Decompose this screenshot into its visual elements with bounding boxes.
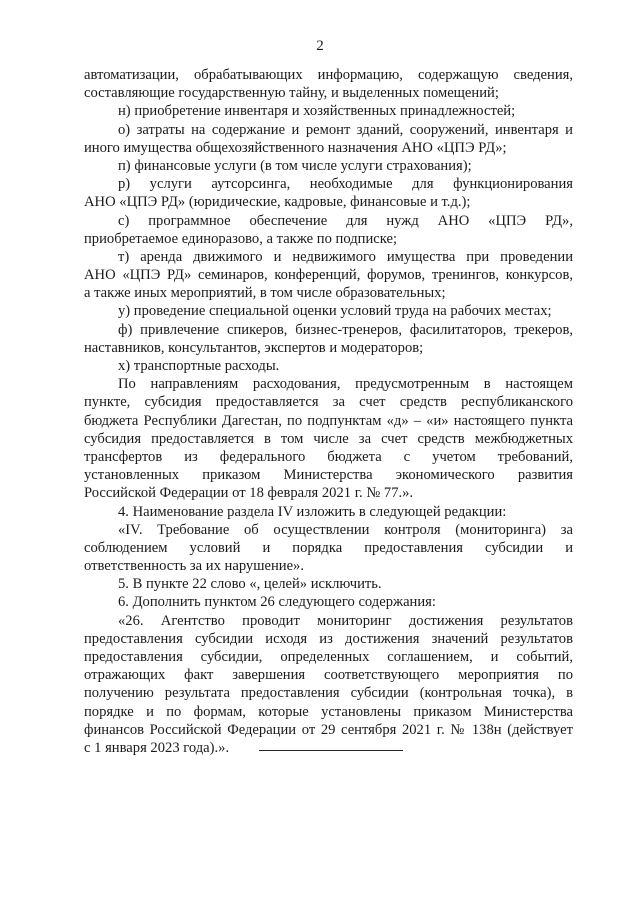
text-line: порядке и по формам, которые установлены приказом Министерства [84,703,573,720]
text-line: н) приобретение инвентаря и хозяйственных принадлежностей; [118,103,516,120]
text-line: 6. Дополнить пунктом 26 следующего содержания: [118,594,436,611]
text-line: предоставления субсидии исходя из достижения значений результатов [84,630,573,647]
text-line: трансфертов из федерального бюджета с учетом требований, [84,448,573,465]
page-number: 2 [316,38,324,54]
text-line: составляющие государственную тайну, и выделенных помещений; [84,85,499,102]
text-line: приобретаемое единоразово, а также по подписке; [84,230,398,247]
text-line: 5. В пункте 22 слово «, целей» исключить. [118,576,382,593]
text-line: бюджета Республики Дагестан, по подпунктам «д» – «и» настоящего пункта [84,412,573,429]
text-line: о) затраты на содержание и ремонт зданий, сооружений, инвентаря и [118,121,573,138]
text-line: с 1 января 2023 года).». [84,739,230,756]
text-line: отражающих факт завершения соответствующего мероприятия по [84,667,573,684]
text-line: соблюдением условий и порядка предоставления субсидии и [84,539,573,556]
text-line: п) финансовые услуги (в том числе услуги страхования); [118,157,472,174]
text-line: АНО «ЦПЭ РД» семинаров, конференций, форумов, тренингов, конкурсов, [84,267,573,284]
text-line: с) программное обеспечение для нужд АНО «ЦПЭ РД», [118,212,573,229]
text-line: х) транспортные расходы. [118,358,280,374]
text-line: пункте, субсидия предоставляется за счет средств республиканского [84,394,573,411]
text-line: т) аренда движимого и недвижимого имущества при проведении [118,248,573,265]
text-line: 4. Наименование раздела IV изложить в следующей редакции: [118,503,507,520]
text-line: По направлениям расходования, предусмотренным в настоящем [118,376,573,393]
text-line: АНО «ЦПЭ РД» (юридические, кадровые, финансовые и т.д.); [84,194,471,211]
text-line: иного имущества общехозяйственного назначения АНО «ЦПЭ РД»; [84,139,507,156]
document-body [84,66,573,757]
text-line: субсидия предоставляется в том числе за счет средств межбюджетных [84,430,573,447]
text-line: Российской Федерации от 18 февраля 2021 г. № 77.». [84,485,414,502]
text-line: а также иных мероприятий, в том числе образовательных; [84,285,446,302]
text-line: ответственность за их нарушение». [84,558,304,575]
text-line: у) проведение специальной оценки условий труда на рабочих местах; [118,303,552,320]
text-line: наставников, консультантов, экспертов и модераторов; [84,339,424,356]
end-separator-line [259,750,403,751]
text-line: установленных приказом Министерства экономического развития [84,467,573,484]
text-line: финансов Российской Федерации от 29 сентября 2021 г. № 138н (действует [84,721,573,738]
text-line: «26. Агентство проводит мониторинг достижения результатов [118,612,573,629]
text-line: р) услуги аутсорсинга, необходимые для функционирования [118,176,573,193]
text-line: автоматизации, обрабатывающих информацию, содержащую сведения, [84,67,573,83]
text-line: предоставления субсидии, определенных соглашением, и событий, [84,649,573,665]
text-line: получению результата предоставления субсидии (контрольная точка), в [84,685,573,702]
text-line: ф) привлечение спикеров, бизнес-тренеров, фасилитаторов, трекеров, [118,321,573,338]
text-line: «IV. Требование об осуществлении контроля (мониторинга) за [118,521,573,538]
